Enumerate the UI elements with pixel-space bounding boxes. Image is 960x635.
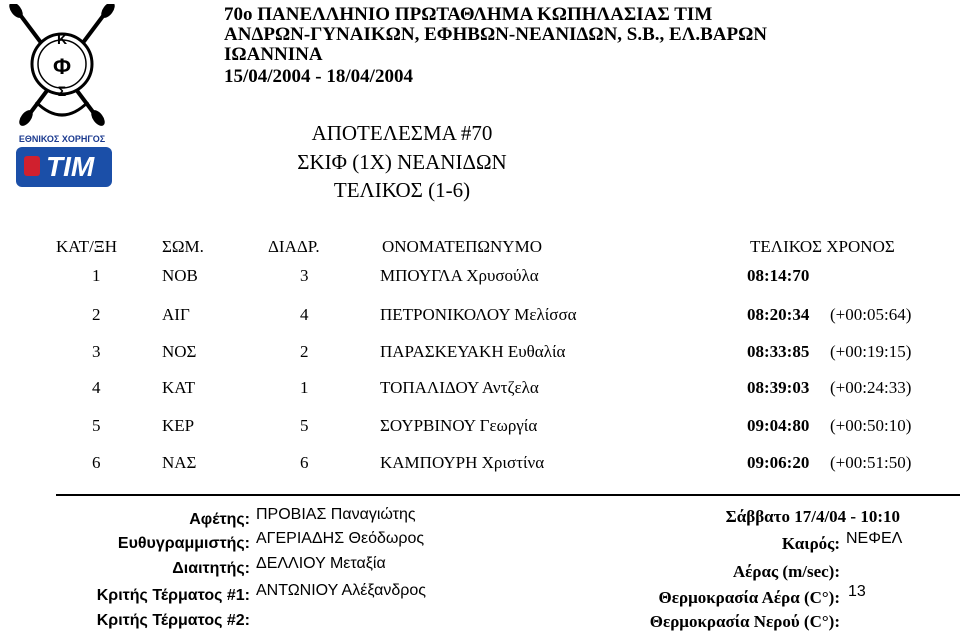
lane-cell: 5 xyxy=(300,416,309,435)
club-cell: ΚΕΡ xyxy=(162,416,195,435)
championship-categories: ΑΝΔΡΩΝ-ΓΥΝΑΙΚΩΝ, ΕΦΗΒΩΝ-ΝΕΑΝΙΔΩΝ, S.B., ΕΛ.ΒΑΡΩΝ xyxy=(224,24,768,45)
time-cell: 08:39:03 xyxy=(747,378,810,397)
col-time-header: ΤΕΛΙΚΟΣ ΧΡΟΝΟΣ xyxy=(750,237,895,256)
club-cell: ΝΟΣ xyxy=(162,342,197,361)
diff-cell: (+00:19:15) xyxy=(830,342,912,361)
event-stage: ΤΕΛΙΚΟΣ (1-6) xyxy=(333,178,471,202)
rank-cell: 6 xyxy=(92,453,101,472)
time-cell: 08:20:34 xyxy=(747,305,810,324)
lane-cell: 2 xyxy=(300,342,309,361)
finish-judge-2-label: Κριτής Τέρματος #2: xyxy=(96,612,250,629)
svg-text:Σ: Σ xyxy=(57,83,67,99)
club-cell: ΝΟΒ xyxy=(162,266,198,285)
water-temp-label: Θερμοκρασία Νερού (C°): xyxy=(649,612,840,631)
name-cell: ΚΑΜΠΟΥΡΗ Χριστίνα xyxy=(380,453,545,472)
table-row xyxy=(0,453,960,489)
air-temp-value: 13 xyxy=(848,583,866,600)
time-cell: 09:06:20 xyxy=(747,453,810,472)
rank-cell: 3 xyxy=(92,342,101,361)
lane-cell: 3 xyxy=(300,266,309,285)
club-cell: ΑΙΓ xyxy=(162,305,190,324)
event-name: ΣΚΙΦ (1Χ) ΝΕΑΝΙΔΩΝ xyxy=(297,150,507,174)
rank-cell: 1 xyxy=(92,266,101,285)
sponsor-text: ΕΘΝΙΚΟΣ ΧΟΡΗΓΟΣ xyxy=(18,134,106,144)
diff-cell: (+00:50:10) xyxy=(830,416,912,435)
federation-logo xyxy=(6,4,118,194)
sponsor-brand-name: TIM xyxy=(46,151,95,182)
aligner-label: Ευθυγραμμιστής: xyxy=(117,535,250,552)
table-row xyxy=(0,305,960,341)
name-cell: ΣΟΥΡΒΙΝΟΥ Γεωργία xyxy=(380,416,538,435)
sponsor-brand-logo xyxy=(16,147,112,187)
table-row xyxy=(0,266,960,302)
wind-label: Αέρας (m/sec): xyxy=(732,562,840,581)
race-datetime: Σάββατο 17/4/04 - 10:10 xyxy=(725,507,900,526)
weather-label: Καιρός: xyxy=(781,534,840,553)
club-cell: ΝΑΣ xyxy=(162,453,197,472)
result-title: ΑΠΟΤΕΛΕΣΜΑ #70 xyxy=(311,121,493,145)
name-cell: ΠΑΡΑΣΚΕΥΑΚΗ Ευθαλία xyxy=(380,342,566,361)
aligner-value: ΑΓΕΡΙΑΔΗΣ Θεόδωρος xyxy=(256,530,425,547)
starter-value: ΠΡΟΒΙΑΣ Παναγιώτης xyxy=(256,506,416,523)
championship-city: ΙΩΑΝΝΙΝΑ xyxy=(224,44,323,65)
rank-cell: 4 xyxy=(92,378,101,397)
rank-cell: 5 xyxy=(92,416,101,435)
umpire-label: Διαιτητής: xyxy=(172,560,250,577)
col-name-header: ΟΝΟΜΑΤΕΠΩΝΥΜΟ xyxy=(382,237,542,256)
svg-text:Φ: Φ xyxy=(52,54,72,79)
table-row xyxy=(0,378,960,414)
time-cell: 08:14:70 xyxy=(747,266,810,285)
finish-judge-1-label: Κριτής Τέρματος #1: xyxy=(96,587,250,604)
starter-label: Αφέτης: xyxy=(189,511,250,528)
name-cell: ΠΕΤΡΟΝΙΚΟΛΟΥ Μελίσσα xyxy=(380,305,577,324)
weather-value: ΝΕΦΕΛ xyxy=(846,530,903,547)
championship-dates: 15/04/2004 - 18/04/2004 xyxy=(224,66,413,87)
col-lane-header: ΔΙΑΔΡ. xyxy=(268,237,320,256)
club-cell: ΚΑΤ xyxy=(162,378,196,397)
finish-judge-1-value: ΑΝΤΩΝΙΟΥ Αλέξανδρος xyxy=(256,582,426,599)
table-row xyxy=(0,416,960,452)
svg-text:Κ: Κ xyxy=(56,31,68,47)
rank-cell: 2 xyxy=(92,305,101,324)
lane-cell: 4 xyxy=(300,305,309,324)
name-cell: ΜΠΟΥΓΛΑ Χρυσούλα xyxy=(380,266,539,285)
air-temp-label: Θερμοκρασία Αέρα (C°): xyxy=(658,588,840,607)
diff-cell: (+00:51:50) xyxy=(830,453,912,472)
time-cell: 08:33:85 xyxy=(747,342,810,361)
lane-cell: 6 xyxy=(300,453,309,472)
footer-divider xyxy=(56,494,960,496)
lane-cell: 1 xyxy=(300,378,309,397)
table-row xyxy=(0,342,960,378)
col-club-header: ΣΩΜ. xyxy=(162,237,204,256)
diff-cell: (+00:24:33) xyxy=(830,378,912,397)
sponsor-brand-mark-icon xyxy=(24,156,40,176)
diff-cell: (+00:05:64) xyxy=(830,305,912,324)
time-cell: 09:04:80 xyxy=(747,416,810,435)
name-cell: ΤΟΠΑΛΙΔΟΥ Αντζελα xyxy=(380,378,539,397)
umpire-value: ΔΕΛΛΙΟΥ Μεταξία xyxy=(256,555,386,572)
championship-title: 70o ΠΑΝΕΛΛΗΝΙΟ ΠΡΩΤΑΘΛΗΜΑ ΚΩΠΗΛΑΣΙΑΣ ΤΙΜ xyxy=(224,4,713,25)
col-rank-header: ΚΑΤ/ΞΗ xyxy=(56,237,118,256)
